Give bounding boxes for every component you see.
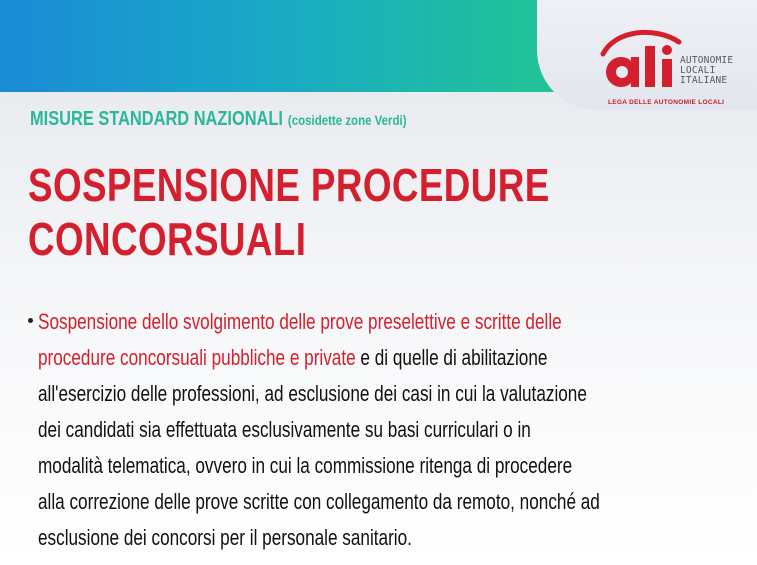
logo-tagline: LEGA DELLE AUTONOMIE LOCALI	[608, 99, 725, 106]
bullet-line-7-black: esclusione dei concorsi per il personale sanitario.	[38, 525, 412, 550]
bullet-text	[38, 304, 701, 556]
logo-word-3: ITALIANE	[680, 75, 728, 86]
slide-title	[28, 158, 550, 266]
bullet-line-2-red: procedure concorsuali pubbliche e private	[38, 345, 356, 370]
bullet-line-4	[38, 412, 701, 448]
bullet-line-1-red: Sospensione dello svolgimento delle prove preselettive e scritte delle	[38, 309, 562, 334]
bullet-line-5-black: modalità telematica, ovvero in cui la commissione ritenga di procedere	[38, 453, 573, 478]
bullet-line-3-black: all'esercizio delle professioni, ad esclusione dei casi in cui la valutazione	[38, 381, 587, 406]
slide-kicker	[30, 108, 407, 131]
bullet-line-6	[38, 484, 701, 520]
logo-word-2: LOCALI	[680, 65, 716, 76]
bullet-line-2-black: e di quelle di abilitazione	[355, 345, 548, 370]
title-line-1: SOSPENSIONE PROCEDURE	[28, 159, 550, 211]
kicker-sub: (cosidette zone Verdi)	[287, 112, 407, 128]
bullet-line-6-black: alla correzione delle prove scritte con collegamento da remoto, nonché ad	[38, 489, 600, 514]
bullet-line-1	[38, 304, 701, 340]
title-line-2: CONCORSUALI	[28, 213, 307, 265]
bullet-line-4-black: dei candidati sia effettuata esclusivamente su basi curriculari o in	[38, 417, 531, 442]
kicker-main: MISURE STANDARD NAZIONALI	[30, 108, 283, 130]
bullet-line-5	[38, 448, 701, 484]
bullet-dot	[28, 318, 33, 323]
logo-word-1: AUTONOMIE	[680, 55, 734, 66]
ali-logo-icon	[595, 24, 690, 96]
bullet-line-7	[38, 520, 701, 556]
bullet-line-2	[38, 340, 701, 376]
bullet-line-3	[38, 376, 701, 412]
logo-words	[680, 56, 750, 86]
